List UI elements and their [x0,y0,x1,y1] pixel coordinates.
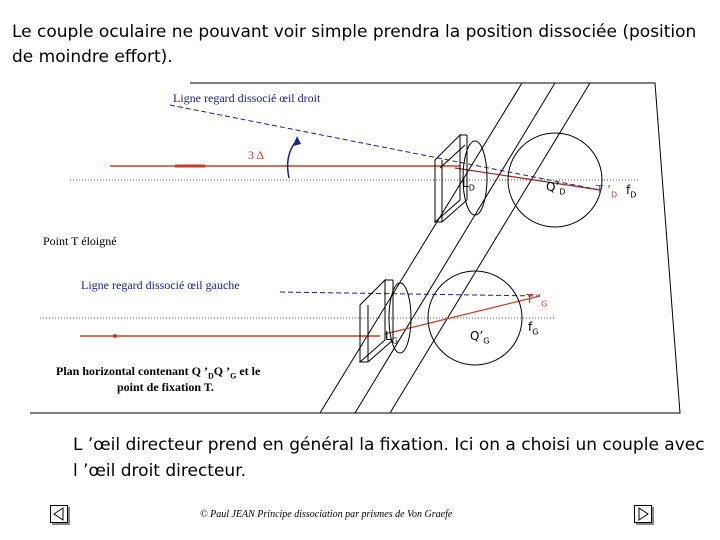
triangle-left-icon [51,506,67,522]
plane-label-line1: Plan horizontal contenant Q $’_DQ$ $’_G$ et le [56,364,261,381]
intro-text: Le couple oculaire ne pouvant voir simple prendra la position dissociée (position de moindre effort). [12,22,697,67]
plane-slant-line [355,83,555,413]
left-eye-sight-line [280,292,540,296]
t-d-label: T $’_D$ [596,183,618,200]
q-d-label: $Q’_D$ [546,180,566,197]
prism-rotation-arrowhead [293,136,301,146]
prism-power-label [248,148,264,163]
triangle-right-icon [635,506,651,522]
right-prism-edge [440,145,465,168]
q-g-label: $Q’_G$ [470,329,490,346]
right-prism-edge [442,200,467,222]
prism-power-value: 3 [248,148,254,162]
left-eye-refracted-ray [385,296,540,337]
plane-slant-line [320,83,522,413]
f-g-label: $f_G$ [528,320,539,337]
credit-text: © Paul JEAN Principe dissociation par prismes de Von Graefe [200,509,453,520]
plane-label-line2: point de fixation T. [117,380,214,394]
t-g-label: T $’_G$ [526,292,548,309]
l-g-label: $L_G$ [385,329,398,346]
conclusion-text: L ’œil directeur prend en général la fixation. Ici on a choisi un couple avec l ’œil droit directeur. [73,435,705,481]
left-eye-line-label: Ligne regard dissocié œil gauche [81,278,240,292]
right-eye-sight-line [170,105,600,193]
previous-slide-button[interactable] [50,505,68,523]
prism-rotation-arrow [288,140,297,178]
f-d-label: $f_D$ [626,183,637,200]
prism-diopter-symbol: Δ [256,148,265,162]
next-slide-button[interactable] [634,505,652,523]
point-t-label: Point T éloigné [43,234,117,248]
l-d-label: $L_D$ [462,176,475,193]
right-eye-line-label: Ligne regard dissocié œil droit [173,91,321,105]
left-eye-ray-dot [113,334,117,338]
plane-slant-line [390,83,590,413]
